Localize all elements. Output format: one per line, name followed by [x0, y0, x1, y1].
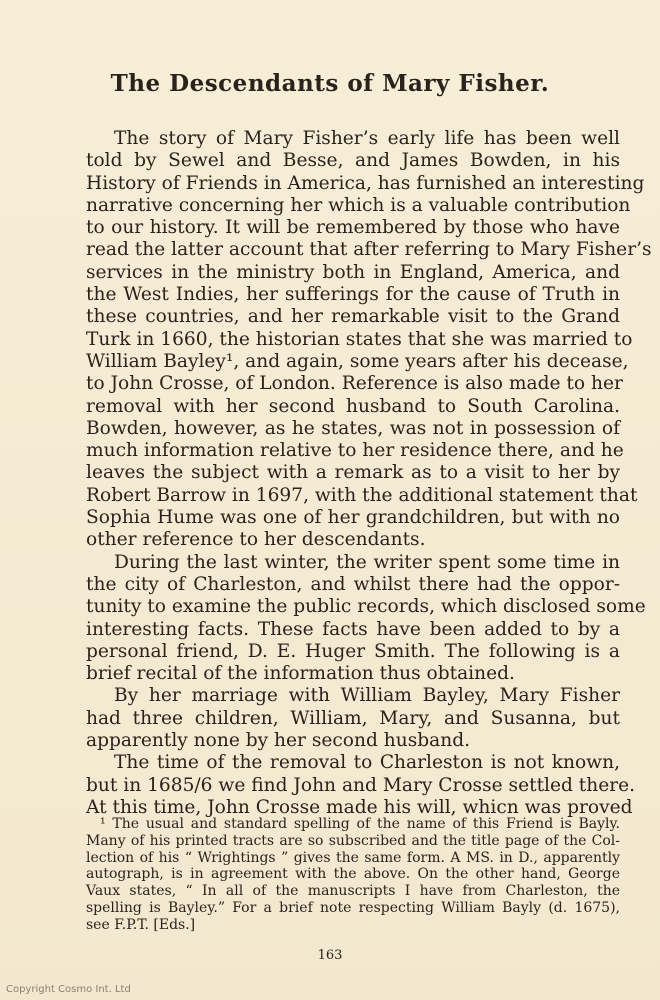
body-line: The story of Mary Fisher’s early life has been well	[114, 128, 620, 149]
body-line: Bowden, however, as he states, was not in possession of	[86, 417, 620, 439]
body-line: told by Sewel and Besse, and James Bowden, in his	[86, 150, 620, 172]
body-line: The time of the removal to Charleston is not known,	[114, 752, 620, 774]
body-line: personal friend, D. E. Huger Smith. The following is a	[86, 640, 620, 662]
body-line: these countries, and her remarkable visit to the Grand	[86, 306, 620, 328]
body-line: the city of Charleston, and whilst there had the oppor-	[86, 573, 620, 595]
body-line: the West Indies, her sufferings for the cause of Truth in	[86, 284, 620, 306]
body-line: During the last winter, the writer spent some time in	[114, 551, 620, 573]
footnote-line: lection of his “ Wrightings ” gives the same form. A MS. in D., apparently	[86, 849, 620, 866]
body-line: tunity to examine the public records, which disclosed some	[86, 596, 646, 618]
body-line: brief recital of the information thus obtained.	[86, 663, 515, 685]
body-line: Turk in 1660, the historian states that she was married to	[86, 328, 633, 350]
body-line: William Bayley¹, and again, some years after his decease,	[86, 350, 629, 372]
footnote-line: autograph, is in agreement with the above. On the other hand, George	[86, 866, 620, 883]
footnote	[86, 816, 620, 934]
footnote-line: ¹ The usual and standard spelling of the name of this Friend is Bayly.	[100, 816, 620, 832]
footnote-line: Many of his printed tracts are so subscribed and the title page of the Col-	[86, 832, 620, 849]
article-body	[86, 128, 652, 819]
body-line: other reference to her descendants.	[86, 529, 426, 551]
body-line: History of Friends in America, has furnished an interesting	[86, 172, 645, 194]
body-line: By her marriage with William Bayley, Mary Fisher	[114, 685, 620, 707]
body-line: removal with her second husband to South Carolina.	[86, 395, 620, 417]
footnote-line: Vaux states, “ In all of the manuscripts I have from Charleston, the	[86, 883, 620, 900]
body-line: had three children, William, Mary, and Susanna, but	[86, 707, 620, 729]
body-line: At this time, John Crosse made his will, whicn was proved	[86, 796, 633, 818]
body-line: but in 1685/6 we find John and Mary Crosse settled there.	[86, 774, 636, 796]
body-line: Sophia Hume was one of her grandchildren, but with no	[86, 507, 620, 529]
body-line: read the latter account that after referring to Mary Fisher’s	[86, 239, 652, 261]
page-title: The Descendants of Mary Fisher.	[110, 70, 550, 97]
body-line: services in the ministry both in England, America, and	[86, 261, 620, 283]
body-line: to our history. It will be remembered by those who have	[86, 217, 620, 239]
body-line: Robert Barrow in 1697, with the additional statement that	[86, 484, 638, 506]
body-line: interesting facts. These facts have been added to by a	[86, 618, 620, 640]
page-number: 163	[317, 948, 343, 963]
copyright-notice: Copyright Cosmo Int. Ltd	[6, 984, 131, 995]
body-line: leaves the subject with a remark as to a visit to her by	[86, 462, 620, 484]
footnote-line: spelling is Bayley.” For a brief note respecting William Bayly (d. 1675),	[86, 899, 620, 916]
body-line: much information relative to her residence there, and he	[86, 440, 624, 462]
body-line: narrative concerning her which is a valuable contribution	[86, 194, 631, 216]
footnote-line: see F.P.T. [Eds.]	[86, 916, 196, 933]
body-line: apparently none by her second husband.	[86, 730, 471, 752]
body-line: to John Crosse, of London. Reference is also made to her	[86, 373, 623, 395]
